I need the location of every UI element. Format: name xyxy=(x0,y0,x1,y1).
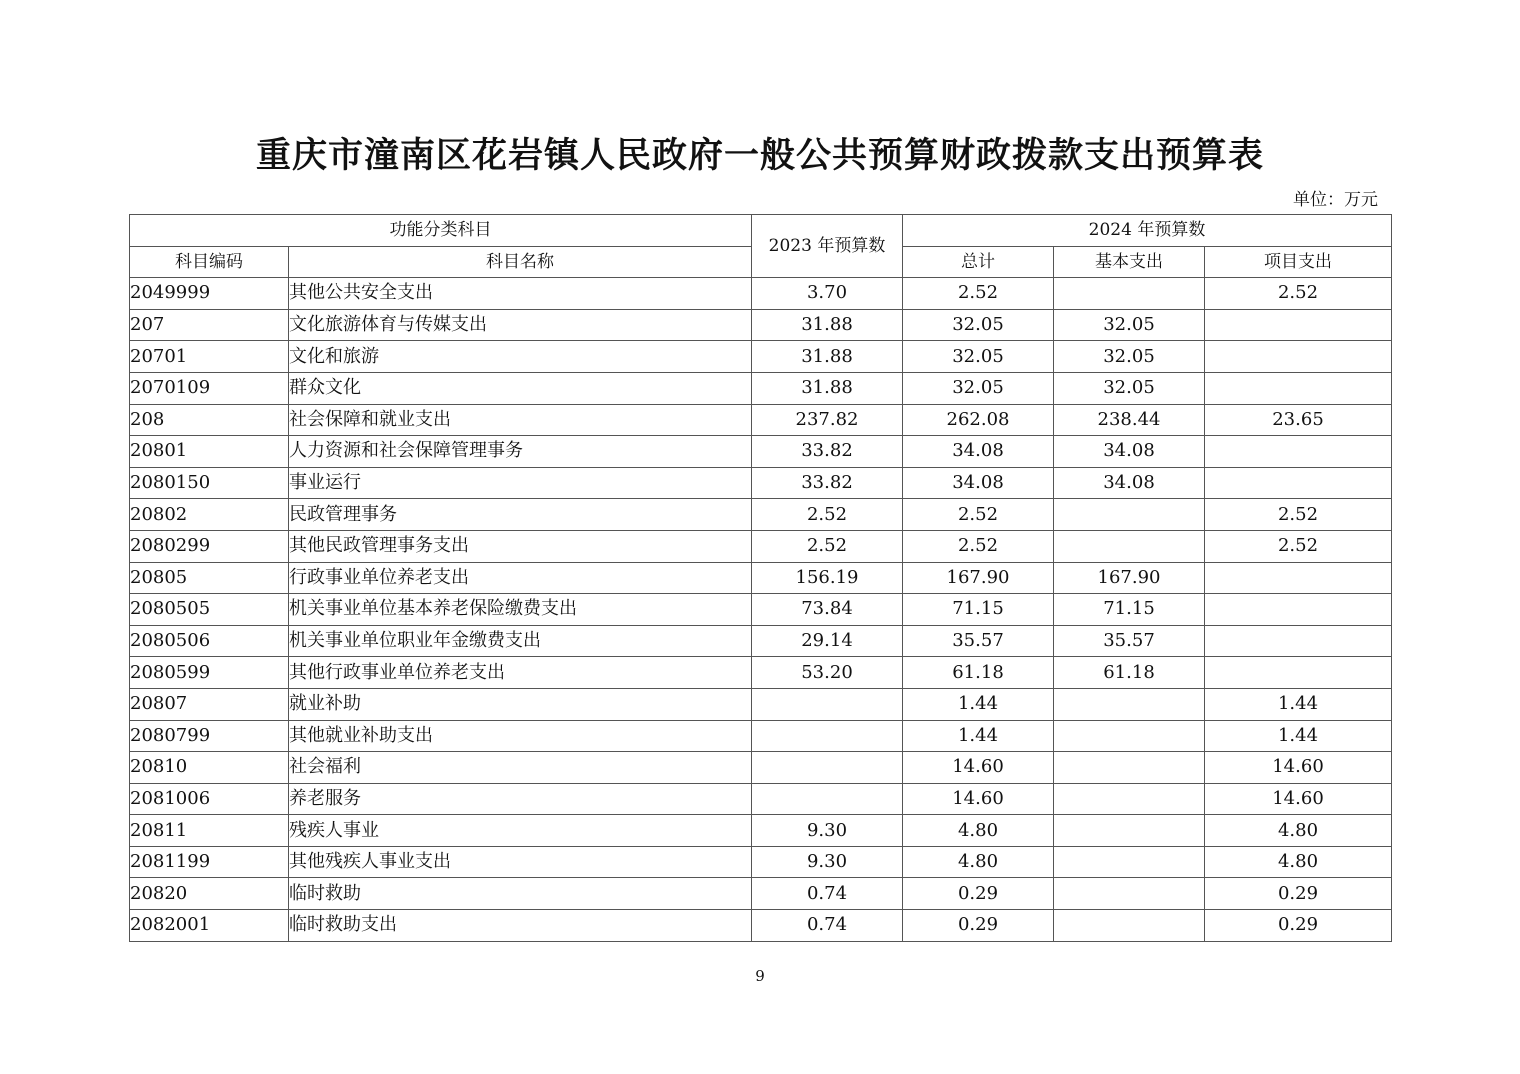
cell-budget-2023: 73.84 xyxy=(752,594,903,626)
cell-budget-2023: 2.52 xyxy=(752,530,903,562)
table-row xyxy=(130,404,1392,436)
cell-name: 事业运行 xyxy=(289,467,752,499)
cell-project: 4.80 xyxy=(1205,815,1392,847)
cell-name: 临时救助 xyxy=(289,878,752,910)
table-row xyxy=(130,910,1392,942)
cell-basic: 32.05 xyxy=(1054,309,1205,341)
cell-basic xyxy=(1054,752,1205,784)
cell-project: 1.44 xyxy=(1205,688,1392,720)
cell-name: 行政事业单位养老支出 xyxy=(289,562,752,594)
cell-code: 2082001 xyxy=(130,910,289,942)
cell-total: 1.44 xyxy=(903,720,1054,752)
table-row xyxy=(130,752,1392,784)
cell-basic: 35.57 xyxy=(1054,625,1205,657)
cell-budget-2023: 53.20 xyxy=(752,657,903,689)
cell-total: 167.90 xyxy=(903,562,1054,594)
cell-project xyxy=(1205,625,1392,657)
cell-project: 1.44 xyxy=(1205,720,1392,752)
page-number: 9 xyxy=(755,967,765,985)
table-body xyxy=(130,278,1392,941)
cell-basic xyxy=(1054,720,1205,752)
cell-name: 就业补助 xyxy=(289,688,752,720)
cell-project: 23.65 xyxy=(1205,404,1392,436)
cell-basic xyxy=(1054,846,1205,878)
cell-code: 2080599 xyxy=(130,657,289,689)
header-name: 科目名称 xyxy=(289,246,752,278)
table-header xyxy=(130,215,1392,278)
cell-code: 208 xyxy=(130,404,289,436)
cell-budget-2023 xyxy=(752,688,903,720)
cell-basic xyxy=(1054,530,1205,562)
cell-code: 20805 xyxy=(130,562,289,594)
cell-name: 群众文化 xyxy=(289,372,752,404)
table-row xyxy=(130,467,1392,499)
cell-code: 2049999 xyxy=(130,278,289,310)
header-code: 科目编码 xyxy=(130,246,289,278)
cell-project xyxy=(1205,372,1392,404)
cell-project: 4.80 xyxy=(1205,846,1392,878)
cell-budget-2023: 31.88 xyxy=(752,372,903,404)
cell-budget-2023: 0.74 xyxy=(752,910,903,942)
cell-total: 14.60 xyxy=(903,752,1054,784)
cell-total: 4.80 xyxy=(903,846,1054,878)
cell-basic xyxy=(1054,910,1205,942)
table-row xyxy=(130,878,1392,910)
cell-basic: 61.18 xyxy=(1054,657,1205,689)
cell-total: 61.18 xyxy=(903,657,1054,689)
cell-name: 社会福利 xyxy=(289,752,752,784)
cell-project xyxy=(1205,467,1392,499)
table-row xyxy=(130,846,1392,878)
cell-basic: 32.05 xyxy=(1054,372,1205,404)
cell-project: 2.52 xyxy=(1205,499,1392,531)
cell-total: 32.05 xyxy=(903,309,1054,341)
table-row xyxy=(130,499,1392,531)
cell-budget-2023: 31.88 xyxy=(752,309,903,341)
cell-budget-2023: 0.74 xyxy=(752,878,903,910)
cell-basic: 32.05 xyxy=(1054,341,1205,373)
cell-name: 机关事业单位基本养老保险缴费支出 xyxy=(289,594,752,626)
header-project: 项目支出 xyxy=(1205,246,1392,278)
cell-project xyxy=(1205,436,1392,468)
cell-project xyxy=(1205,594,1392,626)
cell-total: 2.52 xyxy=(903,278,1054,310)
cell-code: 2080299 xyxy=(130,530,289,562)
unit-label: 单位：万元 xyxy=(1293,190,1378,210)
cell-name: 文化和旅游 xyxy=(289,341,752,373)
cell-total: 32.05 xyxy=(903,372,1054,404)
header-total: 总计 xyxy=(903,246,1054,278)
cell-name: 其他民政管理事务支出 xyxy=(289,530,752,562)
cell-code: 20820 xyxy=(130,878,289,910)
table-row xyxy=(130,530,1392,562)
header-budget-2024: 2024 年预算数 xyxy=(903,215,1392,247)
cell-name: 机关事业单位职业年金缴费支出 xyxy=(289,625,752,657)
cell-budget-2023: 33.82 xyxy=(752,436,903,468)
cell-project: 2.52 xyxy=(1205,278,1392,310)
cell-project: 14.60 xyxy=(1205,752,1392,784)
cell-total: 0.29 xyxy=(903,878,1054,910)
table-row xyxy=(130,783,1392,815)
table-row xyxy=(130,594,1392,626)
cell-basic xyxy=(1054,499,1205,531)
cell-project: 0.29 xyxy=(1205,910,1392,942)
cell-total: 14.60 xyxy=(903,783,1054,815)
cell-code: 2080505 xyxy=(130,594,289,626)
cell-budget-2023: 9.30 xyxy=(752,815,903,847)
cell-budget-2023: 237.82 xyxy=(752,404,903,436)
cell-budget-2023: 31.88 xyxy=(752,341,903,373)
cell-project xyxy=(1205,341,1392,373)
cell-basic xyxy=(1054,688,1205,720)
header-row-top xyxy=(130,215,1392,247)
cell-basic xyxy=(1054,278,1205,310)
cell-name: 其他公共安全支出 xyxy=(289,278,752,310)
cell-total: 71.15 xyxy=(903,594,1054,626)
cell-total: 32.05 xyxy=(903,341,1054,373)
cell-total: 34.08 xyxy=(903,467,1054,499)
cell-total: 2.52 xyxy=(903,499,1054,531)
cell-code: 2070109 xyxy=(130,372,289,404)
cell-code: 2080799 xyxy=(130,720,289,752)
cell-name: 养老服务 xyxy=(289,783,752,815)
cell-project: 14.60 xyxy=(1205,783,1392,815)
cell-name: 民政管理事务 xyxy=(289,499,752,531)
cell-budget-2023 xyxy=(752,783,903,815)
cell-code: 20811 xyxy=(130,815,289,847)
cell-basic xyxy=(1054,815,1205,847)
budget-table xyxy=(129,214,1392,942)
table-row xyxy=(130,436,1392,468)
cell-budget-2023 xyxy=(752,720,903,752)
cell-name: 残疾人事业 xyxy=(289,815,752,847)
cell-total: 34.08 xyxy=(903,436,1054,468)
table-row xyxy=(130,657,1392,689)
cell-name: 社会保障和就业支出 xyxy=(289,404,752,436)
cell-basic xyxy=(1054,783,1205,815)
header-budget-2023: 2023 年预算数 xyxy=(752,215,903,278)
cell-code: 207 xyxy=(130,309,289,341)
cell-total: 2.52 xyxy=(903,530,1054,562)
cell-project xyxy=(1205,309,1392,341)
cell-budget-2023: 3.70 xyxy=(752,278,903,310)
header-function-group: 功能分类科目 xyxy=(130,215,752,247)
table-row xyxy=(130,688,1392,720)
cell-code: 20802 xyxy=(130,499,289,531)
cell-basic: 34.08 xyxy=(1054,467,1205,499)
cell-basic: 71.15 xyxy=(1054,594,1205,626)
table-row xyxy=(130,720,1392,752)
cell-name: 临时救助支出 xyxy=(289,910,752,942)
cell-project xyxy=(1205,562,1392,594)
cell-budget-2023: 33.82 xyxy=(752,467,903,499)
cell-total: 262.08 xyxy=(903,404,1054,436)
cell-budget-2023: 156.19 xyxy=(752,562,903,594)
cell-basic xyxy=(1054,878,1205,910)
cell-project xyxy=(1205,657,1392,689)
cell-total: 4.80 xyxy=(903,815,1054,847)
cell-budget-2023: 2.52 xyxy=(752,499,903,531)
cell-project: 2.52 xyxy=(1205,530,1392,562)
cell-total: 1.44 xyxy=(903,688,1054,720)
cell-code: 2081199 xyxy=(130,846,289,878)
table-row xyxy=(130,372,1392,404)
table-row xyxy=(130,815,1392,847)
cell-total: 35.57 xyxy=(903,625,1054,657)
cell-basic: 167.90 xyxy=(1054,562,1205,594)
cell-name: 文化旅游体育与传媒支出 xyxy=(289,309,752,341)
table-row xyxy=(130,341,1392,373)
cell-name: 其他残疾人事业支出 xyxy=(289,846,752,878)
header-basic: 基本支出 xyxy=(1054,246,1205,278)
cell-code: 20701 xyxy=(130,341,289,373)
cell-budget-2023 xyxy=(752,752,903,784)
table-row xyxy=(130,278,1392,310)
cell-name: 其他行政事业单位养老支出 xyxy=(289,657,752,689)
table-row xyxy=(130,309,1392,341)
cell-basic: 34.08 xyxy=(1054,436,1205,468)
cell-project: 0.29 xyxy=(1205,878,1392,910)
cell-code: 20810 xyxy=(130,752,289,784)
cell-basic: 238.44 xyxy=(1054,404,1205,436)
cell-code: 2080150 xyxy=(130,467,289,499)
cell-budget-2023: 29.14 xyxy=(752,625,903,657)
cell-code: 2081006 xyxy=(130,783,289,815)
table-row xyxy=(130,562,1392,594)
cell-code: 20807 xyxy=(130,688,289,720)
cell-name: 人力资源和社会保障管理事务 xyxy=(289,436,752,468)
cell-budget-2023: 9.30 xyxy=(752,846,903,878)
cell-name: 其他就业补助支出 xyxy=(289,720,752,752)
cell-code: 2080506 xyxy=(130,625,289,657)
table-row xyxy=(130,625,1392,657)
cell-total: 0.29 xyxy=(903,910,1054,942)
cell-code: 20801 xyxy=(130,436,289,468)
page-title: 重庆市潼南区花岩镇人民政府一般公共预算财政拨款支出预算表 xyxy=(255,135,1264,176)
